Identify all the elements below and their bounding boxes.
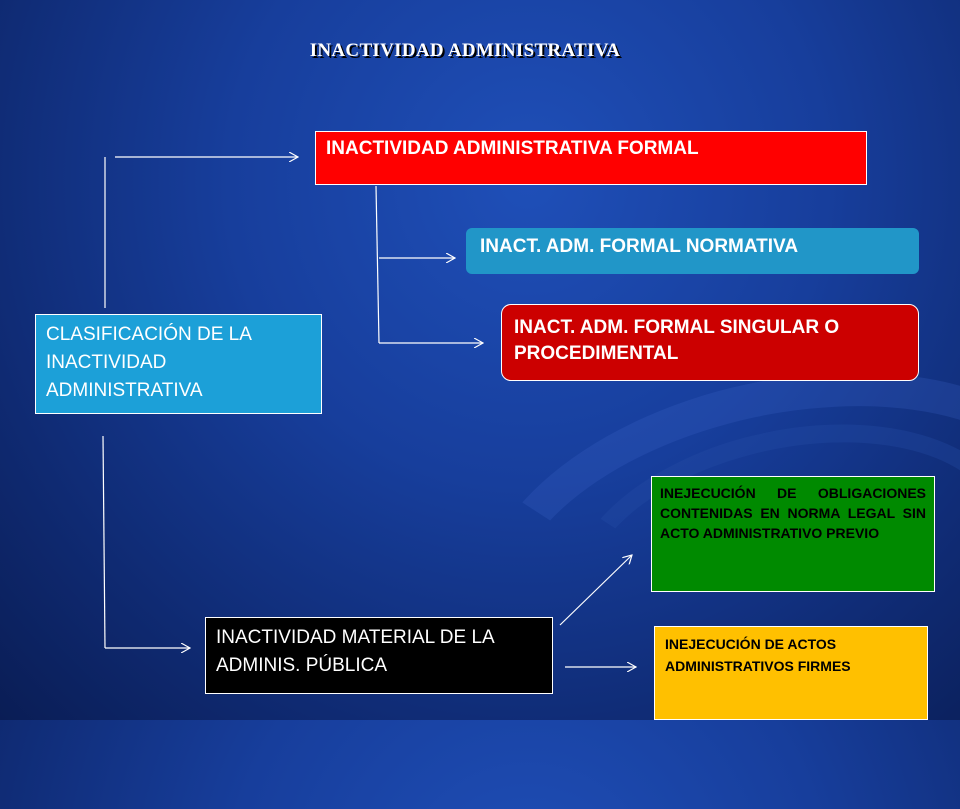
slide-title: INACTIVIDAD ADMINISTRATIVA	[309, 40, 621, 61]
box-clasificacion: CLASIFICACIÓN DE LA INACTIVIDAD ADMINISTRATIVA	[35, 314, 322, 414]
box-inactividad-formal: INACTIVIDAD ADMINISTRATIVA FORMAL	[315, 131, 867, 185]
box-formal-normativa: INACT. ADM. FORMAL NORMATIVA	[466, 228, 919, 274]
box-inejecucion-obligaciones: INEJECUCIÓN DE OBLIGACIONES CONTENIDAS EN NORMA LEGAL SIN ACTO ADMINISTRATIVO PREVIO	[651, 476, 935, 592]
box-inejecucion-actos: INEJECUCIÓN DE ACTOS ADMINISTRATIVOS FIRMES	[654, 626, 928, 720]
box-inactividad-material: INACTIVIDAD MATERIAL DE LA ADMINIS. PÚBLICA	[205, 617, 553, 694]
connector-formal-down	[376, 186, 379, 343]
box-formal-singular: INACT. ADM. FORMAL SINGULAR O PROCEDIMENTAL	[501, 304, 919, 381]
arrow-to-inejecucion-obligaciones	[560, 555, 632, 625]
connector-clasif-down	[103, 436, 105, 648]
